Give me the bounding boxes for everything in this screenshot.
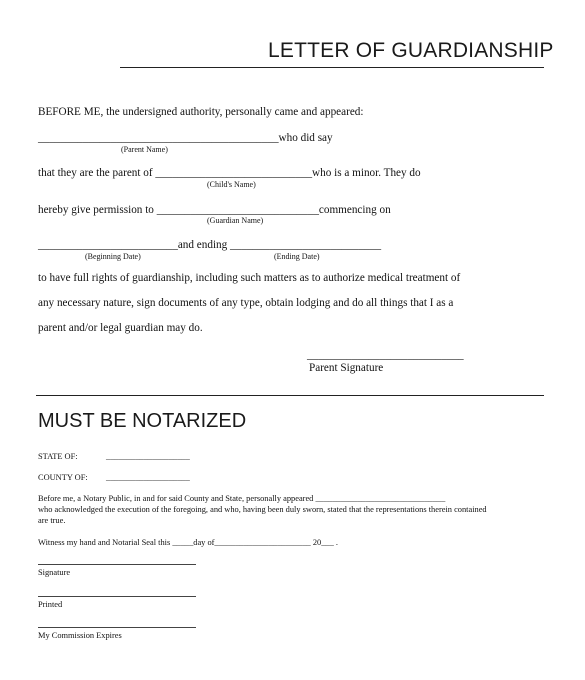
rights-paragraph-line-2: any necessary nature, sign documents of any type, obtain lodging and do all things that I as a — [38, 297, 454, 309]
printed-line[interactable] — [38, 596, 196, 597]
commencing-on-text: commencing on — [318, 204, 391, 216]
guardian-name-blank[interactable]: _____________________________ — [156, 204, 319, 216]
notarized-heading: MUST BE NOTARIZED — [38, 410, 247, 432]
child-line-prefix: that they are the parent of — [38, 167, 156, 179]
county-label: COUNTY OF: — [38, 473, 88, 482]
state-blank[interactable]: ____________________ — [106, 452, 190, 461]
parent-line — [38, 131, 333, 145]
ending-date-blank[interactable]: ___________________________ — [230, 239, 382, 251]
commission-line[interactable] — [38, 627, 196, 628]
child-name-blank[interactable]: ____________________________ — [155, 167, 313, 179]
dates-line — [38, 238, 381, 252]
parent-signature-blank[interactable]: ____________________________ — [307, 349, 464, 361]
who-did-say-text: who did say — [278, 132, 333, 144]
guardian-name-caption: (Guardian Name) — [207, 216, 264, 225]
witness-line[interactable]: Witness my hand and Notarial Seal this _____day of_______________________ 20___ . — [38, 538, 338, 547]
child-line-suffix: who is a minor. They do — [312, 167, 421, 179]
beginning-date-blank[interactable]: _________________________ — [38, 239, 178, 251]
beginning-date-caption: (Beginning Date) — [85, 252, 141, 261]
state-label: STATE OF: — [38, 452, 78, 461]
section-divider — [36, 395, 544, 396]
printed-label: Printed — [38, 600, 63, 609]
guardian-line — [38, 203, 391, 217]
document-title: LETTER OF GUARDIANSHIP — [268, 39, 554, 62]
rights-paragraph-line-3: parent and/or legal guardian may do. — [38, 322, 203, 334]
signature-line[interactable] — [38, 564, 196, 565]
county-blank[interactable]: ____________________ — [106, 473, 190, 482]
before-me-line: BEFORE ME, the undersigned authority, personally came and appeared: — [38, 106, 364, 118]
title-divider — [120, 67, 544, 68]
ending-date-caption: (Ending Date) — [274, 252, 320, 261]
and-ending-text: and ending — [177, 239, 231, 251]
parent-name-blank[interactable]: ___________________________________________ — [38, 132, 279, 144]
commission-label: My Commission Expires — [38, 631, 122, 640]
parent-name-caption: (Parent Name) — [121, 145, 168, 154]
appeared-name-blank[interactable]: _______________________________ — [315, 494, 446, 503]
rights-paragraph-line-1: to have full rights of guardianship, including such matters as to authorize medical treatment of — [38, 272, 461, 284]
notary-before-me-line-1 — [38, 493, 445, 504]
childs-name-caption: (Child's Name) — [207, 180, 256, 189]
guardian-line-prefix: hereby give permission to — [38, 204, 157, 216]
parent-signature-label: Parent Signature — [309, 362, 384, 374]
notary-before-me-line-2: who acknowledged the execution of the foregoing, and who, having been duly sworn, stated that the representations therein contained — [38, 505, 487, 514]
notary-before-me-text: Before me, a Notary Public, in and for said County and State, personally appeared — [38, 494, 316, 503]
child-line — [38, 166, 421, 180]
signature-label: Signature — [38, 568, 71, 577]
notary-before-me-line-3: are true. — [38, 516, 66, 525]
